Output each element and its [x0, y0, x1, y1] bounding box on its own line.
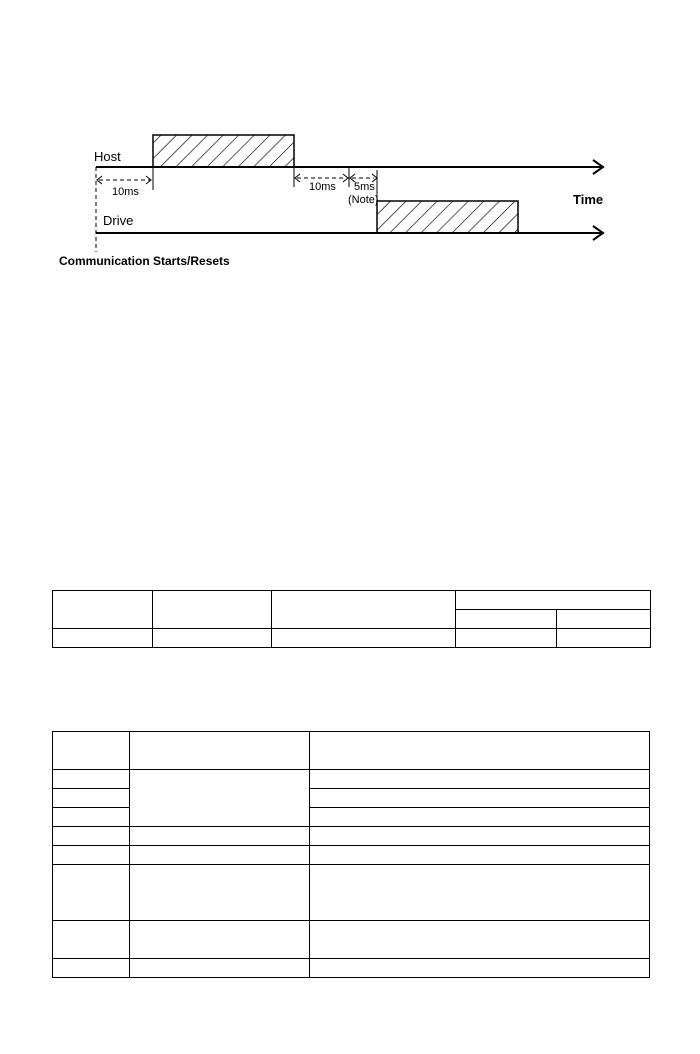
table-cell — [310, 732, 650, 770]
interval-second-label: 10ms — [309, 181, 336, 193]
table-row — [53, 732, 650, 770]
table-cell — [310, 846, 650, 865]
table-cell — [310, 827, 650, 846]
table-row — [53, 846, 650, 865]
table-cell — [53, 846, 130, 865]
time-label: Time — [573, 192, 604, 207]
table-cell — [53, 732, 130, 770]
interval-first-label: 10ms — [112, 186, 139, 198]
table-cell — [456, 591, 651, 610]
spec-table — [52, 590, 651, 648]
timing-diagram — [0, 0, 700, 280]
drive-label: Drive — [103, 213, 134, 228]
table-cell — [53, 921, 130, 959]
table-cell — [456, 610, 557, 629]
table-cell — [130, 865, 310, 921]
table-cell — [130, 770, 310, 827]
table-cell — [310, 789, 650, 808]
table-cell — [53, 629, 153, 648]
table-cell — [557, 629, 651, 648]
code-table — [52, 731, 650, 978]
table-cell — [130, 846, 310, 865]
table-cell — [456, 629, 557, 648]
table-row — [53, 865, 650, 921]
table-cell — [272, 591, 456, 629]
table-cell — [130, 959, 310, 978]
table-row — [53, 770, 650, 789]
table-cell — [130, 827, 310, 846]
interval-third-label: 5ms — [354, 181, 375, 193]
host-transmission-block — [153, 135, 294, 167]
table-cell — [310, 770, 650, 789]
table-row — [53, 827, 650, 846]
table-cell — [130, 921, 310, 959]
table-cell — [310, 921, 650, 959]
table-cell — [310, 865, 650, 921]
table-cell — [53, 789, 130, 808]
table-row — [53, 629, 651, 648]
table-row — [53, 959, 650, 978]
table-cell — [153, 591, 272, 629]
table-cell — [310, 808, 650, 827]
table-cell — [53, 827, 130, 846]
table-cell — [153, 629, 272, 648]
host-label: Host — [94, 149, 121, 164]
table-cell — [53, 591, 153, 629]
table-cell — [310, 959, 650, 978]
table-cell — [53, 865, 130, 921]
note-label: (Note) — [348, 194, 379, 206]
table-cell — [53, 808, 130, 827]
table-cell — [272, 629, 456, 648]
table-cell — [53, 959, 130, 978]
start-label: Communication Starts/Resets — [59, 254, 230, 268]
table-cell — [130, 732, 310, 770]
table-row — [53, 921, 650, 959]
drive-transmission-block — [377, 201, 518, 233]
table-cell — [557, 610, 651, 629]
table-cell — [53, 770, 130, 789]
table-row — [53, 591, 651, 610]
